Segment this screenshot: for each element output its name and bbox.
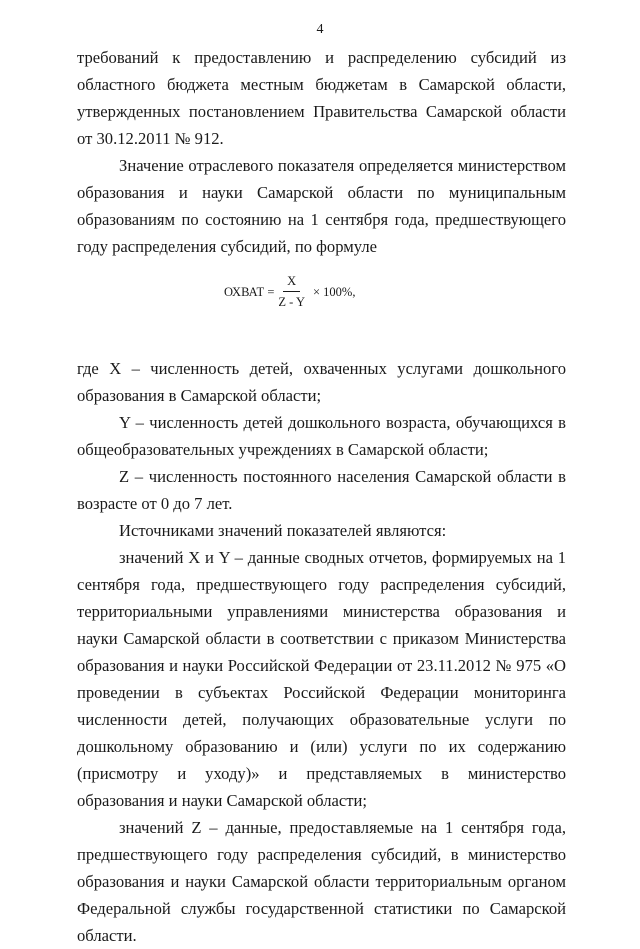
paragraph-sources-heading: Источниками значений показателей являются: bbox=[119, 521, 447, 540]
paragraph-sources-xy: значений X и Y – данные сводных отчетов, формируемых на 1 сентября года, предшествующего году распределения субсидий, территориальными управлениями министерства образования и науки Самарской области в соответствии с приказом Министерства образования и науки Российской Федерации от 23.11.2012 № 975 «О проведении в субъектах Российской Федерации мониторинга численности детей, получающих образовательные услуги по дошкольному образованию и (или) услуги по их содержанию (присмотру и уходу)» и представляемых в министерство образования и науки Самарской области; bbox=[77, 548, 566, 810]
paragraph-indicator-definition: Значение отраслевого показателя определяется министерством образования и науки Самарской области по муниципальным образованиям по состоянию на 1 сентября года, предшествующего году распределения субсидий, по формуле bbox=[77, 156, 566, 256]
formula-lhs: ОХВАТ = bbox=[224, 284, 275, 299]
paragraph-sources-z: значений Z – данные, предоставляемые на 1 сентября года, предшествующего году распределения субсидий, в министерство образования и науки Самарской области территориальным органом Федеральной службы государственной статистики по Самарской области. bbox=[77, 818, 566, 945]
formula-numerator: X bbox=[283, 274, 300, 292]
document-body bbox=[77, 44, 566, 949]
paragraph-z-definition: Z – численность постоянного населения Самарской области в возрасте от 0 до 7 лет. bbox=[77, 467, 566, 513]
page-number: 4 bbox=[316, 22, 324, 37]
formula-fraction bbox=[278, 274, 305, 310]
formula-multiplier: × 100%, bbox=[313, 284, 356, 299]
paragraph-y-definition: Y – численность детей дошкольного возраста, обучающихся в общеобразовательных учреждениях в Самарской области; bbox=[77, 413, 566, 459]
paragraph-continuation: требований к предоставлению и распределению субсидий из областного бюджета местным бюджетам в Самарской области, утвержденных постановлением Правительства Самарской области от 30.12.2011 № 912. bbox=[77, 48, 566, 148]
formula-denominator: Z - Y bbox=[278, 295, 305, 309]
formula-block bbox=[77, 260, 566, 355]
paragraph-x-definition: где X – численность детей, охваченных услугами дошкольного образования в Самарской области; bbox=[77, 359, 566, 405]
coverage-formula bbox=[224, 272, 355, 312]
